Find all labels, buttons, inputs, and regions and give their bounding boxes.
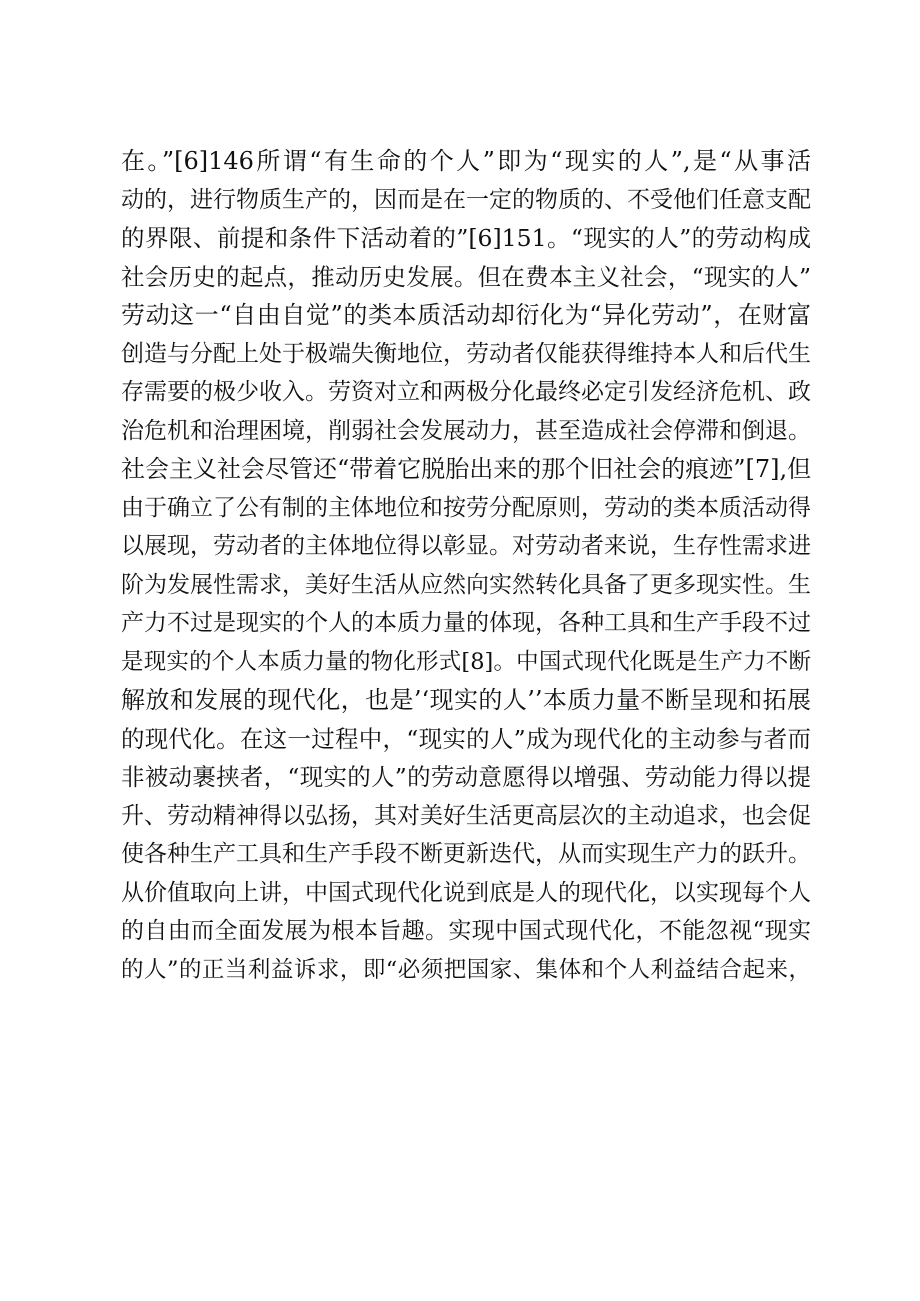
text-line: 动的，进行物质生产的，因而是在一定的物质的、不受他们任意支配: [121, 186, 811, 213]
text-line: 非被动裹挟者，“现实的人”的劳动意愿得以增强、劳动能力得以提: [121, 763, 811, 791]
text-line: 产力不过是现实的个人的本质力量的体现，各种工具和生产手段不过: [121, 610, 811, 636]
text-line: 社会主义社会尽管还“带着它脱胎出来的那个旧社会的痕迹”[7],但: [121, 455, 811, 483]
text-line: 以展现，劳动者的主体地位得以彰显。对劳动者来说，生存性需求进: [121, 533, 811, 559]
body-paragraph: [121, 142, 811, 989]
text-line: 的界限、前提和条件下活动着的”[6]151。“现实的人”的劳动构成: [121, 224, 811, 252]
text-line: 的现代化。在这一过程中，“现实的人”成为现代化的主动参与者而: [121, 724, 811, 753]
text-line: 劳动这一“自由自觉”的类本质活动却衍化为“异化劳动”，在财富: [121, 301, 811, 329]
text-line: 解放和发展的现代化，也是’‘现实的人’’本质力量不断呈现和拓展: [121, 686, 811, 714]
text-line: 升、劳动精神得以弘扬，其对美好生活更高层次的主动追求，也会促: [121, 802, 811, 829]
text-line: 的人”的正当利益诉求，即“必须把国家、集体和个人利益结合起来，: [121, 956, 811, 983]
text-line: 在。”[6]146所谓“有生命的个人”即为“现实的人”,是“从事活: [121, 147, 811, 175]
text-line: 阶为发展性需求，美好生活从应然向实然转化具备了更多现实性。生: [121, 571, 811, 598]
text-line: 存需要的极少收入。劳资对立和两极分化最终必定引发经济危机、政: [121, 379, 811, 405]
text-line: 是现实的个人本质力量的物化形式[8]。中国式现代化既是生产力不断: [121, 648, 811, 675]
text-line: 治危机和治理困境，削弱社会发展动力，甚至造成社会停滞和倒退。: [121, 417, 811, 444]
text-line: 从价值取向上讲，中国式现代化说到底是人的现代化，以实现每个人: [121, 879, 811, 906]
text-line: 社会历史的起点，推动历史发展。但在费本主义社会，“现实的人”: [121, 262, 811, 291]
text-line: 创造与分配上处于极端失衡地位，劳动者仅能获得维持本人和后代生: [121, 340, 811, 367]
text-line: 由于确立了公有制的主体地位和按劳分配原则，劳动的类本质活动得: [121, 494, 811, 521]
text-line: 的自由而全面发展为根本旨趣。实现中国式现代化，不能忽视“现实: [121, 918, 811, 944]
text-line: 使各种生产工具和生产手段不断更新迭代，从而实现生产力的跃升。: [121, 841, 811, 867]
